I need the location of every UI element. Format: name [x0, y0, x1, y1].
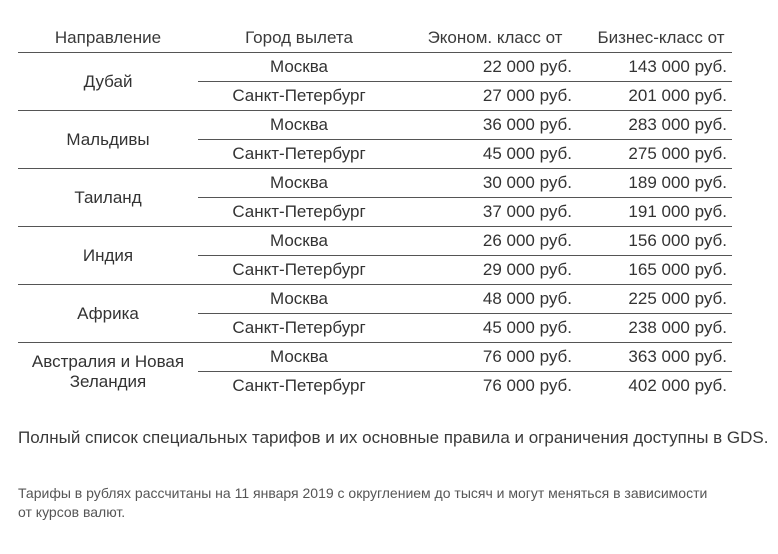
- business-price: 156 000 руб.: [590, 227, 732, 256]
- business-price: 275 000 руб.: [590, 140, 732, 169]
- destination-name: Дубай: [18, 53, 198, 111]
- table-row: [18, 227, 732, 256]
- destination-name: Австралия и Новая Зеландия: [18, 343, 198, 401]
- economy-price: 48 000 руб.: [400, 285, 590, 314]
- gds-note: Полный список специальных тарифов и их основные правила и ограничения доступны в GDS.: [18, 428, 769, 447]
- table-row: [18, 169, 732, 198]
- departure-city: Москва: [198, 169, 400, 198]
- economy-price: 27 000 руб.: [400, 82, 590, 111]
- destination-name: Мальдивы: [18, 111, 198, 169]
- business-price: 191 000 руб.: [590, 198, 732, 227]
- business-price: 189 000 руб.: [590, 169, 732, 198]
- departure-city: Санкт-Петербург: [198, 140, 400, 169]
- destination-name: Таиланд: [18, 169, 198, 227]
- business-price: 283 000 руб.: [590, 111, 732, 140]
- economy-price: 45 000 руб.: [400, 314, 590, 343]
- economy-price: 36 000 руб.: [400, 111, 590, 140]
- table-header-row: [18, 23, 732, 53]
- table-row: [18, 343, 732, 372]
- header-destination: Направление: [18, 23, 198, 53]
- destination-name: Африка: [18, 285, 198, 343]
- economy-price: 30 000 руб.: [400, 169, 590, 198]
- business-price: 238 000 руб.: [590, 314, 732, 343]
- business-price: 201 000 руб.: [590, 82, 732, 111]
- departure-city: Москва: [198, 343, 400, 372]
- business-price: 363 000 руб.: [590, 343, 732, 372]
- departure-city: Санкт-Петербург: [198, 198, 400, 227]
- business-price: 165 000 руб.: [590, 256, 732, 285]
- departure-city: Санкт-Петербург: [198, 314, 400, 343]
- header-economy-from: Эконом. класс от: [400, 23, 590, 53]
- departure-city: Санкт-Петербург: [198, 82, 400, 111]
- departure-city: Москва: [198, 227, 400, 256]
- economy-price: 26 000 руб.: [400, 227, 590, 256]
- table-row: [18, 53, 732, 82]
- economy-price: 29 000 руб.: [400, 256, 590, 285]
- departure-city: Санкт-Петербург: [198, 372, 400, 401]
- business-price: 143 000 руб.: [590, 53, 732, 82]
- economy-price: 45 000 руб.: [400, 140, 590, 169]
- economy-price: 37 000 руб.: [400, 198, 590, 227]
- business-price: 402 000 руб.: [590, 372, 732, 401]
- departure-city: Москва: [198, 285, 400, 314]
- header-business-from: Бизнес-класс от: [590, 23, 732, 53]
- business-price: 225 000 руб.: [590, 285, 732, 314]
- rates-disclaimer: Тарифы в рублях рассчитаны на 11 января 2019 с округлением до тысяч и могут меняться в зависимости от курсов валют.: [18, 485, 708, 520]
- departure-city: Москва: [198, 111, 400, 140]
- table-row: [18, 285, 732, 314]
- economy-price: 76 000 руб.: [400, 343, 590, 372]
- header-departure-city: Город вылета: [198, 23, 400, 53]
- fares-table: [18, 23, 732, 400]
- departure-city: Москва: [198, 53, 400, 82]
- destination-name: Индия: [18, 227, 198, 285]
- departure-city: Санкт-Петербург: [198, 256, 400, 285]
- economy-price: 22 000 руб.: [400, 53, 590, 82]
- table-row: [18, 111, 732, 140]
- economy-price: 76 000 руб.: [400, 372, 590, 401]
